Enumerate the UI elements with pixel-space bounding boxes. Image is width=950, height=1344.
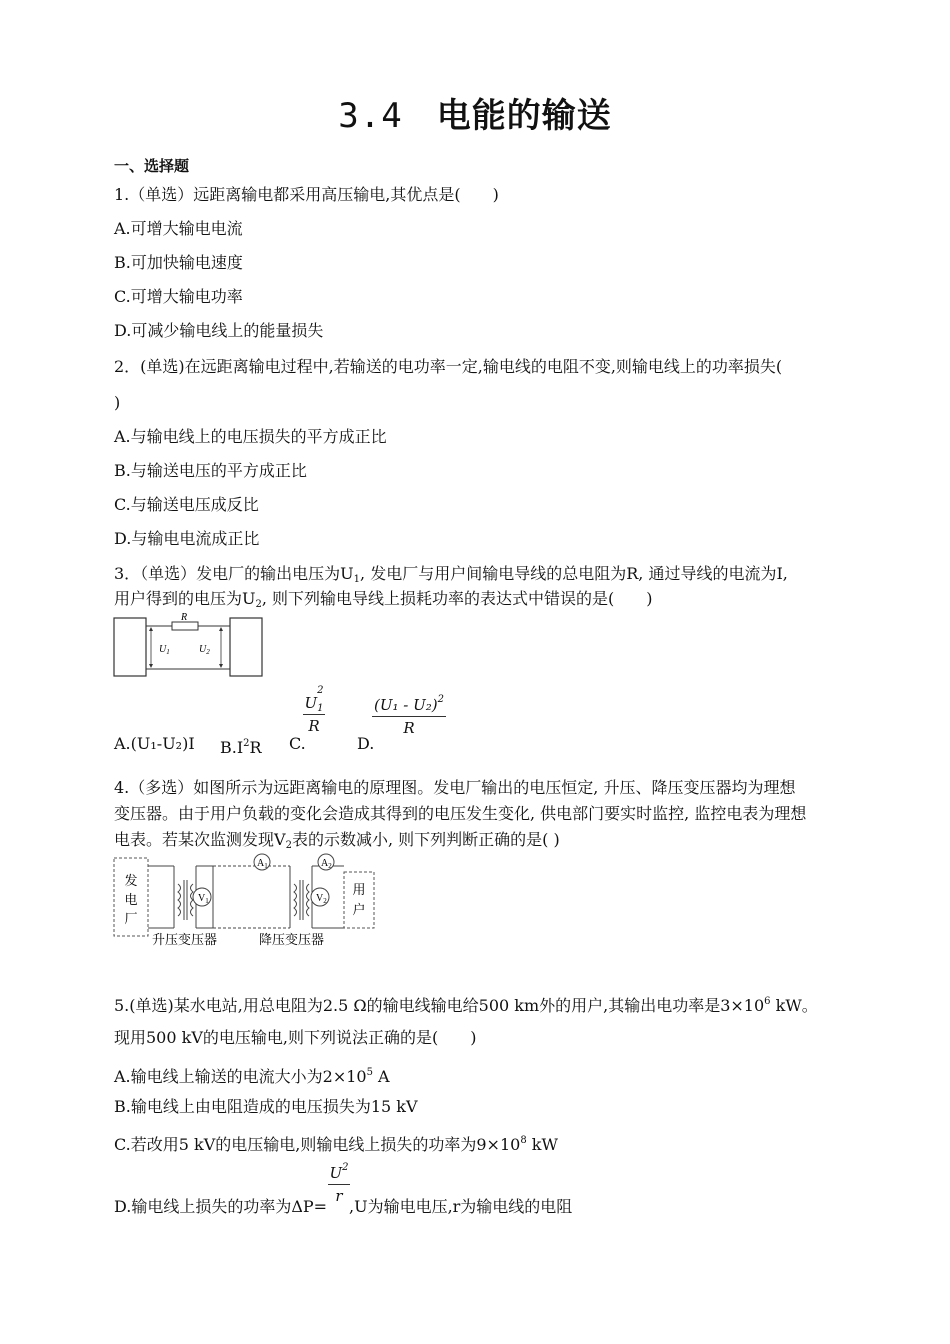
- page-title: [0, 88, 950, 137]
- step-down-primary-coil: [294, 884, 297, 916]
- label-u1: $U_1$: [159, 644, 170, 656]
- q5-option-d-prefix: D.输电线上损失的功率为ΔP=: [114, 1197, 328, 1216]
- q4-transmission-diagram: [112, 852, 376, 948]
- label-step-up: 升压变压器: [152, 933, 218, 948]
- svg-text:厂: 厂: [124, 912, 138, 927]
- svg-text:电: 电: [124, 893, 138, 908]
- q2-option-b: B.与输送电压的平方成正比: [114, 461, 307, 480]
- label-step-down: 降压变压器: [259, 933, 325, 948]
- resistor: [172, 622, 198, 630]
- q5-option-c: C.若改用5 kV的电压输电,则输电线上损失的功率为$9\times 10^8$ kW: [114, 1135, 558, 1154]
- q5-option-a: A.输电线上输送的电流大小为$2\times 10^5$ A: [114, 1067, 390, 1086]
- step-up-primary-coil: [178, 884, 181, 916]
- q2-option-c: C.与输送电压成反比: [114, 495, 259, 514]
- q3-option-d-label: D.: [357, 734, 375, 753]
- step-down-secondary-coil: [307, 884, 310, 916]
- svg-text:A1: $A_1$: [257, 858, 268, 870]
- q4-stem-line1: 4.（多选）如图所示为远距离输电的原理图。发电厂输出的电压恒定, 升压、降压变压器均为理想: [114, 778, 796, 797]
- section-heading: 一、选择题: [114, 157, 190, 175]
- svg-text:A2: $A_2$: [321, 858, 332, 870]
- q5-stem-line2: 现用500 kV的电压输电,则下列说法正确的是( ): [114, 1028, 477, 1047]
- q5-option-d-suffix: ,U为输电电压,r为输电线的电阻: [349, 1197, 573, 1216]
- user-box: [230, 618, 262, 676]
- q5-stem-line1: 5.(单选)某水电站,用总电阻为2.5 Ω的输电线输电给500 km外的用户,其输出电功率是$3\times 10^6$ kW。: [114, 996, 818, 1015]
- q3-option-a: A.(U₁-U₂)I: [114, 734, 195, 753]
- q1-option-c: C.可增大输电功率: [114, 287, 243, 306]
- step-up-secondary-coil: [191, 884, 194, 916]
- q3-d-numerator: (U₁ - U₂)$^2$: [374, 694, 444, 714]
- q3-option-d-fraction: [372, 694, 446, 737]
- q3-option-c-fraction: [303, 685, 325, 735]
- q4-stem-line3: 电表。若某次监测发现$V_2$表的示数减小, 则下列判断正确的是( ): [114, 830, 560, 851]
- title-number: 3.4: [338, 96, 403, 136]
- svg-text:用: 用: [352, 883, 366, 898]
- q4-stem-line2: 变压器。由于用户负载的变化会造成其得到的电压发生变化, 供电部门要实时监控, 监控电表为理想: [114, 804, 807, 823]
- q1-option-b: B.可加快输电速度: [114, 253, 243, 272]
- q3-c-denominator: R: [308, 717, 320, 735]
- q2-option-d: D.与输电电流成正比: [114, 529, 260, 548]
- q2-stem: 2．(单选)在远距离输电过程中,若输送的电功率一定,输电线的电阻不变,则输电线上的功率损失(: [114, 357, 783, 376]
- q2-stem-end: ): [114, 393, 121, 412]
- q1-option-d: D.可减少输电线上的能量损失: [114, 321, 324, 340]
- user-box: [344, 872, 374, 928]
- q3-c-numerator: U 2 $_1$: [304, 685, 324, 714]
- q1-option-a: A.可增大输电电流: [114, 219, 243, 238]
- q3-d-denominator: R: [403, 719, 415, 737]
- label-u2: $U_2$: [199, 644, 210, 656]
- q3-option-b: $B.I^2R$: [220, 738, 262, 757]
- svg-text:发: 发: [124, 874, 138, 889]
- svg-text:户: 户: [352, 903, 366, 918]
- svg-text:V2: $V_2$: [316, 893, 327, 905]
- plant-box: [114, 618, 146, 676]
- q2-option-a: A.与输电线上的电压损失的平方成正比: [114, 427, 387, 446]
- q3-stem-line2: 用户得到的电压为$U_2$, 则下列输电导线上损耗功率的表达式中错误的是( ): [114, 589, 653, 610]
- q3-stem-line1: 3．（单选）发电厂的输出电压为$U_1$, 发电厂与用户间输电导线的总电阻为R, 通过导线的电流为I,: [114, 564, 788, 585]
- q5-d-denominator: r: [335, 1187, 343, 1205]
- label-r: R: [181, 612, 188, 623]
- q5-option-b: B.输电线上由电阻造成的电压损失为15 kV: [114, 1097, 418, 1116]
- q3-circuit-diagram: [113, 612, 263, 678]
- title-text: 电能的输送: [436, 96, 612, 136]
- q1-stem: 1.（单选）远距离输电都采用高压输电,其优点是( ): [114, 185, 499, 204]
- q5-d-numerator: $U^2$: [329, 1162, 349, 1182]
- svg-text:V1: $V_1$: [198, 893, 209, 905]
- q3-option-c-label: C.: [289, 734, 306, 753]
- q5-option-d-fraction: [328, 1162, 350, 1205]
